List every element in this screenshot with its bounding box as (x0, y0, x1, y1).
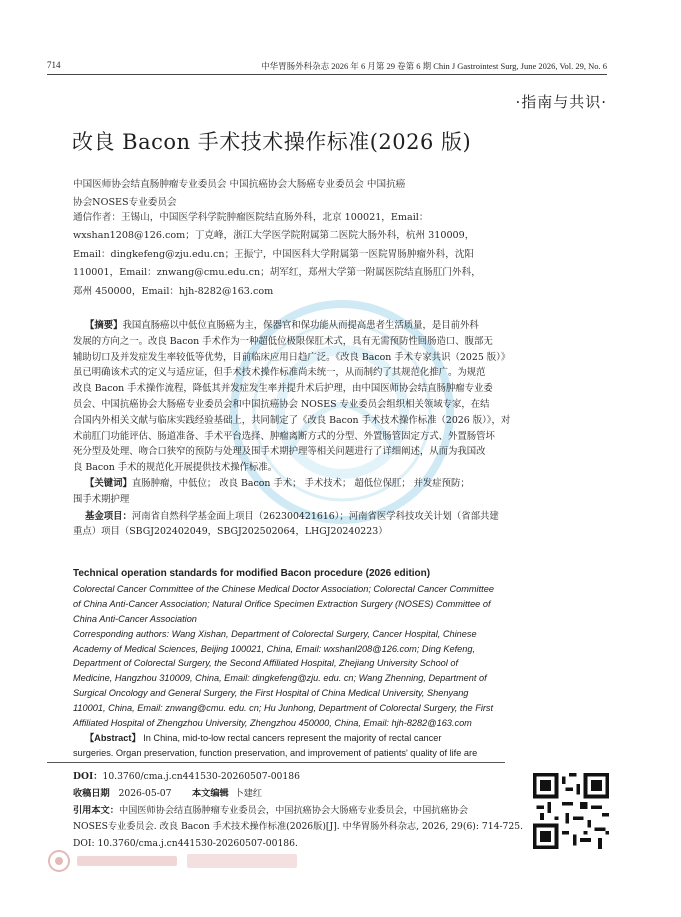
received-label: 收稿日期 (73, 787, 110, 799)
corresponding-line: 通信作者：王锡山，中国医学科学院肿瘤医院结直肠外科，北京 100021，Email： (73, 212, 429, 223)
english-corresponding-line: 110001, China, Email: znwang@cmu. edu. cn; Hu Junhong, Department of Colorectal Surgery, the First (73, 703, 494, 714)
english-authors-line: of China Anti-Cancer Association; Natural Orifice Specimen Extraction Surgery (NOSES) Committee of (73, 598, 491, 609)
abstract-line: 改良 Bacon 手术操作流程，降低其并发症发生率并提升术后护理，由中国医师协会结直肠肿瘤专业委 (73, 383, 493, 395)
abstract-line: 良 Bacon 手术的规范化开展提供技术操作标准。 (73, 462, 278, 474)
abstract-line: 员会、中国抗癌协会大肠癌专业委员会和中国抗癌协会 NOSES 专业委员会组织相关领域专家，在结 (73, 398, 490, 410)
english-abstract-label: 【Abstract】 (85, 732, 141, 743)
qr-code-icon[interactable] (533, 773, 609, 849)
keywords-line: 围手术期护理 (73, 493, 130, 505)
authors-line: 中国医师协会结直肠肿瘤专业委员会 中国抗癌协会大肠癌专业委员会 中国抗癌 (73, 179, 406, 190)
article-footer (73, 769, 523, 853)
header-rule (47, 74, 607, 75)
authors-cn (73, 176, 539, 212)
abstract-cn (73, 318, 608, 540)
corresponding-line: 郑州 450000，Email：hjh-8282@163.com (73, 285, 274, 297)
citation-line: 中国医师协会结直肠肿瘤专业委员会，中国抗癌协会大肠癌专业委员会，中国抗癌协会 (118, 804, 469, 816)
editor-label: 本文编辑 (191, 787, 229, 799)
funding-line: 河南省自然科学基金面上项目（262300421616）；河南省医学科技攻关计划（省部共建 (131, 510, 499, 522)
authors-line: 协会NOSES专业委员会 (73, 197, 177, 208)
english-abstract-line: In China, mid-to-low rectal cancers represent the majority of rectal cancer (143, 732, 442, 743)
english-abstract-line: surgeries. Organ preservation, function preservation, and improvement of patients' quality of life are (73, 747, 478, 758)
citation-line: NOSES专业委员会. 改良 Bacon 手术技术操作标准(2026版)[J]. 中华胃肠外科杂志, 2026, 29(6): 714-725. (73, 821, 523, 833)
english-authors-line: Colorectal Cancer Committee of the Chinese Medical Doctor Association; Colorectal Cancer Committee (73, 583, 494, 594)
abstract-line: 虽已明确该术式的定义与适应证，但手术技术操作标准尚未统一，从而制约了其规范化推广。为规范 (73, 367, 486, 379)
doi-value: 10.3760/cma.j.cn441530-20260507-00186 (102, 771, 300, 782)
abstract-line: 辅助切口及并发症发生率较低等优势，目前临床应用日趋广泛。《改良 Bacon 手术专家共识（2025 版）》 (73, 351, 511, 363)
english-corresponding-line: Department of Colorectal Surgery, the Second Affiliated Hospital, Zhejiang University School of (73, 658, 459, 669)
english-abstract (73, 567, 608, 761)
english-authors-line: China Anti-Cancer Association (73, 613, 197, 624)
abstract-line: 我国直肠癌以中低位直肠癌为主，保器官和保功能从而提高患者生活质量，是目前外科 (122, 320, 479, 331)
funding-label: 基金项目： (85, 510, 132, 522)
publisher-logo (47, 848, 307, 874)
footer-rule (47, 762, 505, 763)
section-label: ·指南与共识· (515, 93, 607, 111)
keywords-line: 直肠肿瘤，中低位； 改良 Bacon 手术； 手术技术； 超低位保肛； 并发症预防； (131, 477, 470, 489)
article-title: 改良 Bacon 手术技术操作标准(2026 版) (72, 130, 472, 154)
page-number: 714 (47, 60, 61, 70)
corresponding-line: Email：dingkefeng@zju.edu.cn；王振宁，中国医科大学附属第一医院胃肠肿瘤外科，沈阳 (73, 248, 475, 260)
funding-line: 重点）项目（SBGJ202402049，SBGJ202502064，LHGJ20240223） (73, 526, 388, 538)
editor-name: 卜建红 (234, 787, 263, 799)
running-title: 中华胃肠外科杂志 2026 年 6 月第 29 卷第 6 期 Chin J Gastrointest Surg, June 2026, Vol. 29, No. 6 (261, 61, 607, 71)
keywords-label: 【关键词】 (85, 477, 132, 489)
abstract-line: 发展的方向之一。改良 Bacon 手术作为一种超低位极限保肛术式，具有无需预防性回肠造口、腹部无 (73, 335, 493, 347)
citation-line: DOI: 10.3760/cma.j.cn441530-20260507-00186. (73, 838, 298, 850)
doi-label: DOI： (73, 771, 103, 782)
citation-label: 引用本文： (73, 804, 119, 816)
abstract-line: 术前肛门功能评估、肠道准备、手术平台选择、肿瘤离断方式的分型、外置肠管固定方式、外置肠管坏 (73, 430, 495, 442)
corresponding-line: 110001，Email：znwang@cmu.edu.cn；胡军红，郑州大学第一附属医院结直肠肛门外科， (73, 267, 481, 279)
english-title: Technical operation standards for modified Bacon procedure (2026 edition) (73, 568, 431, 579)
abstract-line: 合国内外相关文献与临床实践经验基础上，共同制定了《改良 Bacon 手术技术操作标准（2026 版）》，对 (73, 414, 511, 426)
abstract-label: 【摘要】 (85, 320, 123, 331)
english-corresponding-line: Medicine, Hangzhou 310009, China, Email: dingkefeng@zju. edu. cn; Wang Zhenning, Department of (73, 673, 487, 684)
english-corresponding-line: Corresponding authors: Wang Xishan, Department of Colorectal Surgery, Cancer Hospital, Chinese (73, 628, 477, 639)
english-corresponding-line: Academy of Medical Sciences, Beijing 100021, China, Email: wxshanl208@126.com; Ding Kefeng, (73, 643, 476, 654)
english-corresponding-line: Affiliated Hospital of Zhengzhou University, Zhengzhou 450000, China, Email: hjh-8282@163.com (73, 718, 472, 729)
abstract-line: 死分型及处理、吻合口狭窄的预防与处理及围手术期护理等相关问题进行了详细阐述，从而为我国改 (73, 446, 486, 458)
corresponding-line: wxshan1208@126.com；丁克峰，浙江大学医学院附属第二医院大肠外科，杭州 310009， (73, 230, 475, 242)
corresponding-cn (73, 209, 539, 301)
received-date: 2026-05-07 (118, 787, 172, 799)
english-corresponding-line: Surgical Oncology and General Surgery, the First Hospital of China Medical University, Shenyang (73, 688, 469, 699)
